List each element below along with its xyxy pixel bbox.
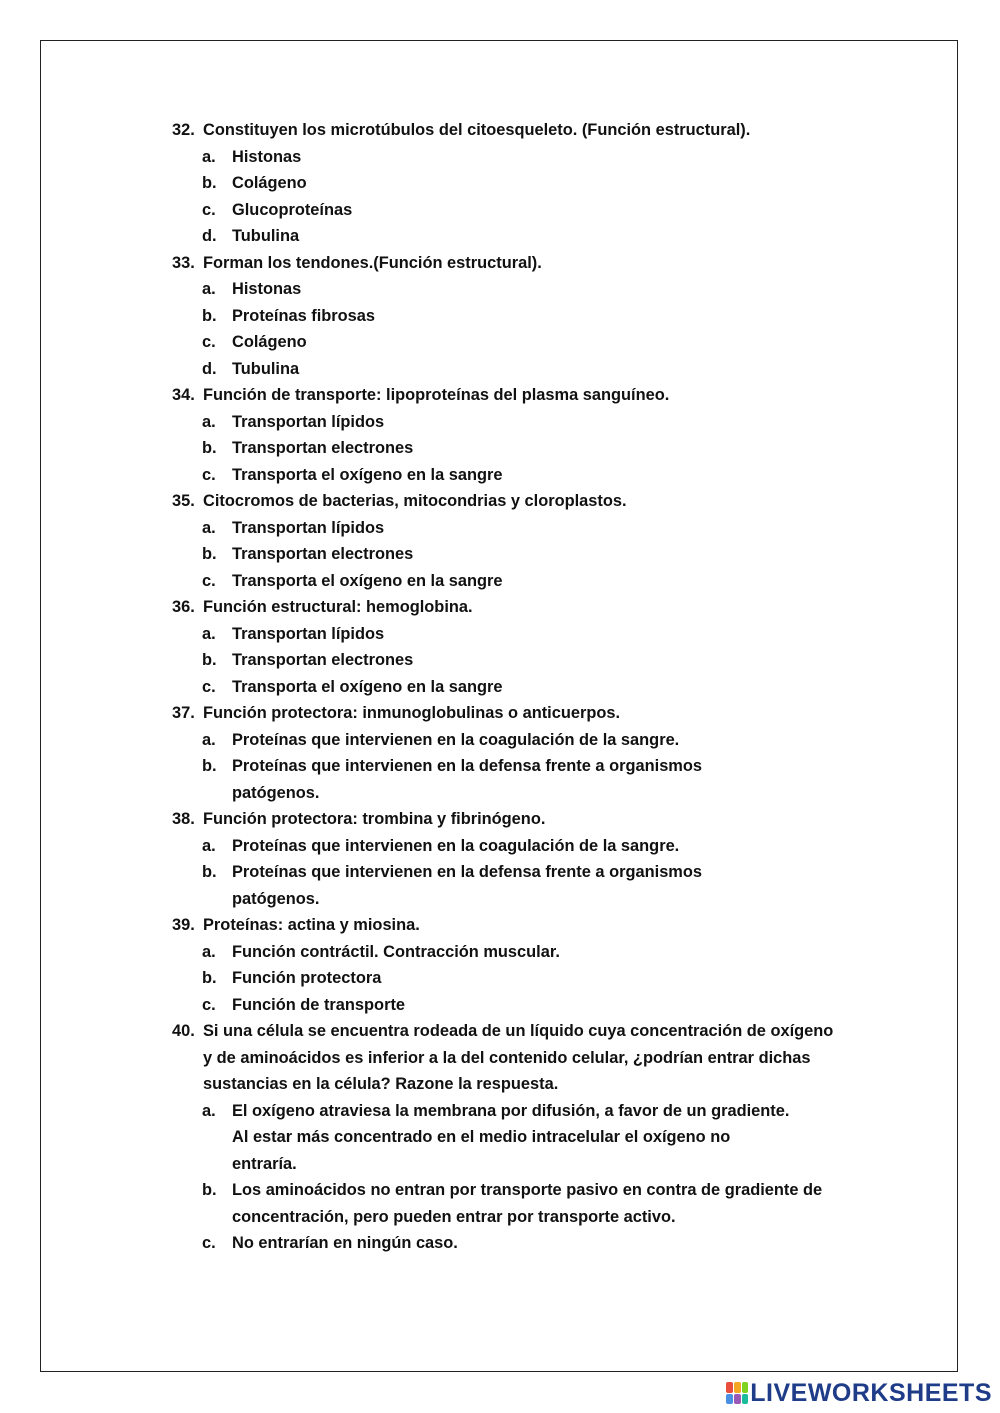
option-text: Proteínas que intervienen en la coagulación de la sangre. — [232, 730, 680, 749]
option-text: Transportan lípidos — [232, 518, 385, 537]
option-letter: a. — [202, 730, 216, 749]
option-text: Colágeno — [232, 333, 307, 351]
question-38 — [172, 806, 872, 833]
option-text: Transportan electrones — [232, 651, 414, 669]
options-39 — [172, 939, 872, 1019]
option-34-b[interactable] — [202, 435, 872, 462]
option-letter: a. — [202, 518, 216, 537]
option-text: Transportan lípidos — [232, 624, 385, 643]
option-text: Transportan lípidos — [232, 412, 385, 431]
question-number: 39. — [172, 916, 195, 934]
option-letter: c. — [202, 995, 216, 1014]
option-text: Transporta el oxígeno en la sangre — [232, 465, 503, 484]
option-39-a[interactable] — [202, 939, 872, 966]
question-list — [172, 117, 872, 1257]
option-letter: a. — [202, 147, 216, 166]
question-text: Si una célula se encuentra rodeada de un líquido cuya concentración de oxígeno y de aminoácidos es inferior a la del contenido celular, ¿podrían entrar dichas sustancias en la célula? Razone la respuesta. — [203, 1022, 834, 1093]
option-40-b[interactable] — [202, 1177, 882, 1230]
option-letter: c. — [202, 677, 216, 696]
option-text: Histonas — [232, 147, 302, 166]
option-34-c[interactable] — [202, 462, 872, 489]
question-number: 37. — [172, 704, 195, 722]
option-39-b[interactable] — [202, 965, 872, 992]
question-number: 32. — [172, 121, 195, 139]
options-33 — [172, 276, 872, 382]
question-number: 38. — [172, 810, 195, 828]
option-35-c[interactable] — [202, 568, 872, 595]
option-letter: a. — [202, 624, 216, 643]
option-40-a[interactable] — [202, 1098, 792, 1178]
question-32 — [172, 117, 872, 144]
question-text: Función protectora: inmunoglobulinas o anticuerpos. — [203, 704, 621, 722]
option-35-b[interactable] — [202, 541, 872, 568]
option-text: El oxígeno atraviesa la membrana por difusión, a favor de un gradiente. Al estar más concentrado en el medio intracelular el oxígeno no entraría. — [232, 1101, 790, 1173]
option-33-b[interactable] — [202, 303, 872, 330]
options-37 — [172, 727, 872, 807]
question-text: Citocromos de bacterias, mitocondrias y cloroplastos. — [203, 492, 627, 510]
option-letter: c. — [202, 333, 216, 351]
option-text: Los aminoácidos no entran por transporte pasivo en contra de gradiente de concentración, pero pueden entrar por transporte activo. — [232, 1181, 823, 1226]
option-text: Histonas — [232, 280, 302, 298]
question-text: Función protectora: trombina y fibrinógeno. — [203, 810, 546, 828]
option-32-b[interactable] — [202, 170, 872, 197]
option-text: Proteínas que intervienen en la defensa frente a organismos patógenos. — [232, 863, 703, 908]
question-39 — [172, 912, 872, 939]
options-36 — [172, 621, 872, 701]
question-number: 36. — [172, 598, 195, 616]
option-text: Proteínas que intervienen en la defensa frente a organismos patógenos. — [232, 757, 703, 802]
option-32-a[interactable] — [202, 144, 872, 171]
question-number: 35. — [172, 492, 195, 510]
option-text: Función protectora — [232, 969, 382, 987]
option-letter: b. — [202, 439, 217, 457]
question-number: 33. — [172, 253, 195, 272]
option-text: Proteínas que intervienen en la coagulación de la sangre. — [232, 836, 680, 855]
option-text: No entrarían en ningún caso. — [232, 1234, 458, 1252]
logo-text: LIVEWORKSHEETS — [750, 1378, 992, 1407]
question-text: Función de transporte: lipoproteínas del plasma sanguíneo. — [203, 386, 670, 404]
question-35 — [172, 488, 872, 515]
option-text: Transportan electrones — [232, 439, 414, 457]
option-39-c[interactable] — [202, 992, 872, 1019]
option-36-b[interactable] — [202, 647, 872, 674]
question-34 — [172, 382, 872, 409]
option-35-a[interactable] — [202, 515, 872, 542]
option-letter: a. — [202, 412, 216, 431]
question-text: Función estructural: hemoglobina. — [203, 598, 473, 616]
options-38 — [172, 833, 872, 913]
option-letter: b. — [202, 757, 217, 775]
question-number: 34. — [172, 386, 195, 404]
question-text: Constituyen los microtúbulos del citoesqueleto. (Función estructural). — [203, 121, 751, 139]
option-33-a[interactable] — [202, 276, 872, 303]
option-letter: c. — [202, 200, 216, 219]
option-36-a[interactable] — [202, 621, 872, 648]
option-letter: a. — [202, 1101, 216, 1120]
option-38-a[interactable] — [202, 833, 872, 860]
logo-grid-icon — [726, 1382, 748, 1404]
option-32-d[interactable] — [202, 223, 872, 250]
option-text: Transporta el oxígeno en la sangre — [232, 677, 503, 696]
option-letter: d. — [202, 227, 217, 245]
question-40 — [172, 1018, 843, 1098]
question-33 — [172, 250, 872, 277]
question-36 — [172, 594, 872, 621]
options-35 — [172, 515, 872, 595]
option-letter: c. — [202, 571, 216, 590]
option-37-a[interactable] — [202, 727, 872, 754]
option-letter: a. — [202, 942, 216, 961]
option-letter: c. — [202, 1234, 216, 1252]
option-38-b[interactable] — [202, 859, 772, 912]
options-40 — [172, 1098, 872, 1257]
option-text: Tubulina — [232, 359, 300, 378]
option-letter: b. — [202, 545, 217, 563]
option-letter: b. — [202, 306, 217, 325]
question-text: Forman los tendones.(Función estructural). — [203, 253, 542, 272]
option-40-c[interactable] — [202, 1230, 872, 1257]
options-32 — [172, 144, 872, 250]
question-number: 40. — [172, 1022, 195, 1040]
option-33-c[interactable] — [202, 329, 872, 356]
option-text: Función contráctil. Contracción muscular. — [232, 942, 560, 961]
option-32-c[interactable] — [202, 197, 872, 224]
option-letter: a. — [202, 836, 216, 855]
option-text: Función de transporte — [232, 995, 406, 1014]
question-37 — [172, 700, 872, 727]
option-letter: b. — [202, 969, 217, 987]
option-text: Colágeno — [232, 174, 307, 192]
question-text: Proteínas: actina y miosina. — [203, 916, 420, 934]
options-34 — [172, 409, 872, 489]
liveworksheets-logo[interactable] — [726, 1379, 992, 1407]
option-text: Transportan electrones — [232, 545, 414, 563]
option-letter: b. — [202, 174, 217, 192]
option-letter: d. — [202, 359, 217, 378]
option-text: Proteínas fibrosas — [232, 306, 376, 325]
option-34-a[interactable] — [202, 409, 872, 436]
option-letter: b. — [202, 651, 217, 669]
option-letter: b. — [202, 863, 217, 881]
option-33-d[interactable] — [202, 356, 872, 383]
option-letter: b. — [202, 1181, 217, 1199]
option-text: Transporta el oxígeno en la sangre — [232, 571, 503, 590]
option-text: Tubulina — [232, 227, 300, 245]
option-letter: c. — [202, 465, 216, 484]
option-37-b[interactable] — [202, 753, 772, 806]
option-letter: a. — [202, 280, 216, 298]
option-36-c[interactable] — [202, 674, 872, 701]
option-text: Glucoproteínas — [232, 200, 353, 219]
